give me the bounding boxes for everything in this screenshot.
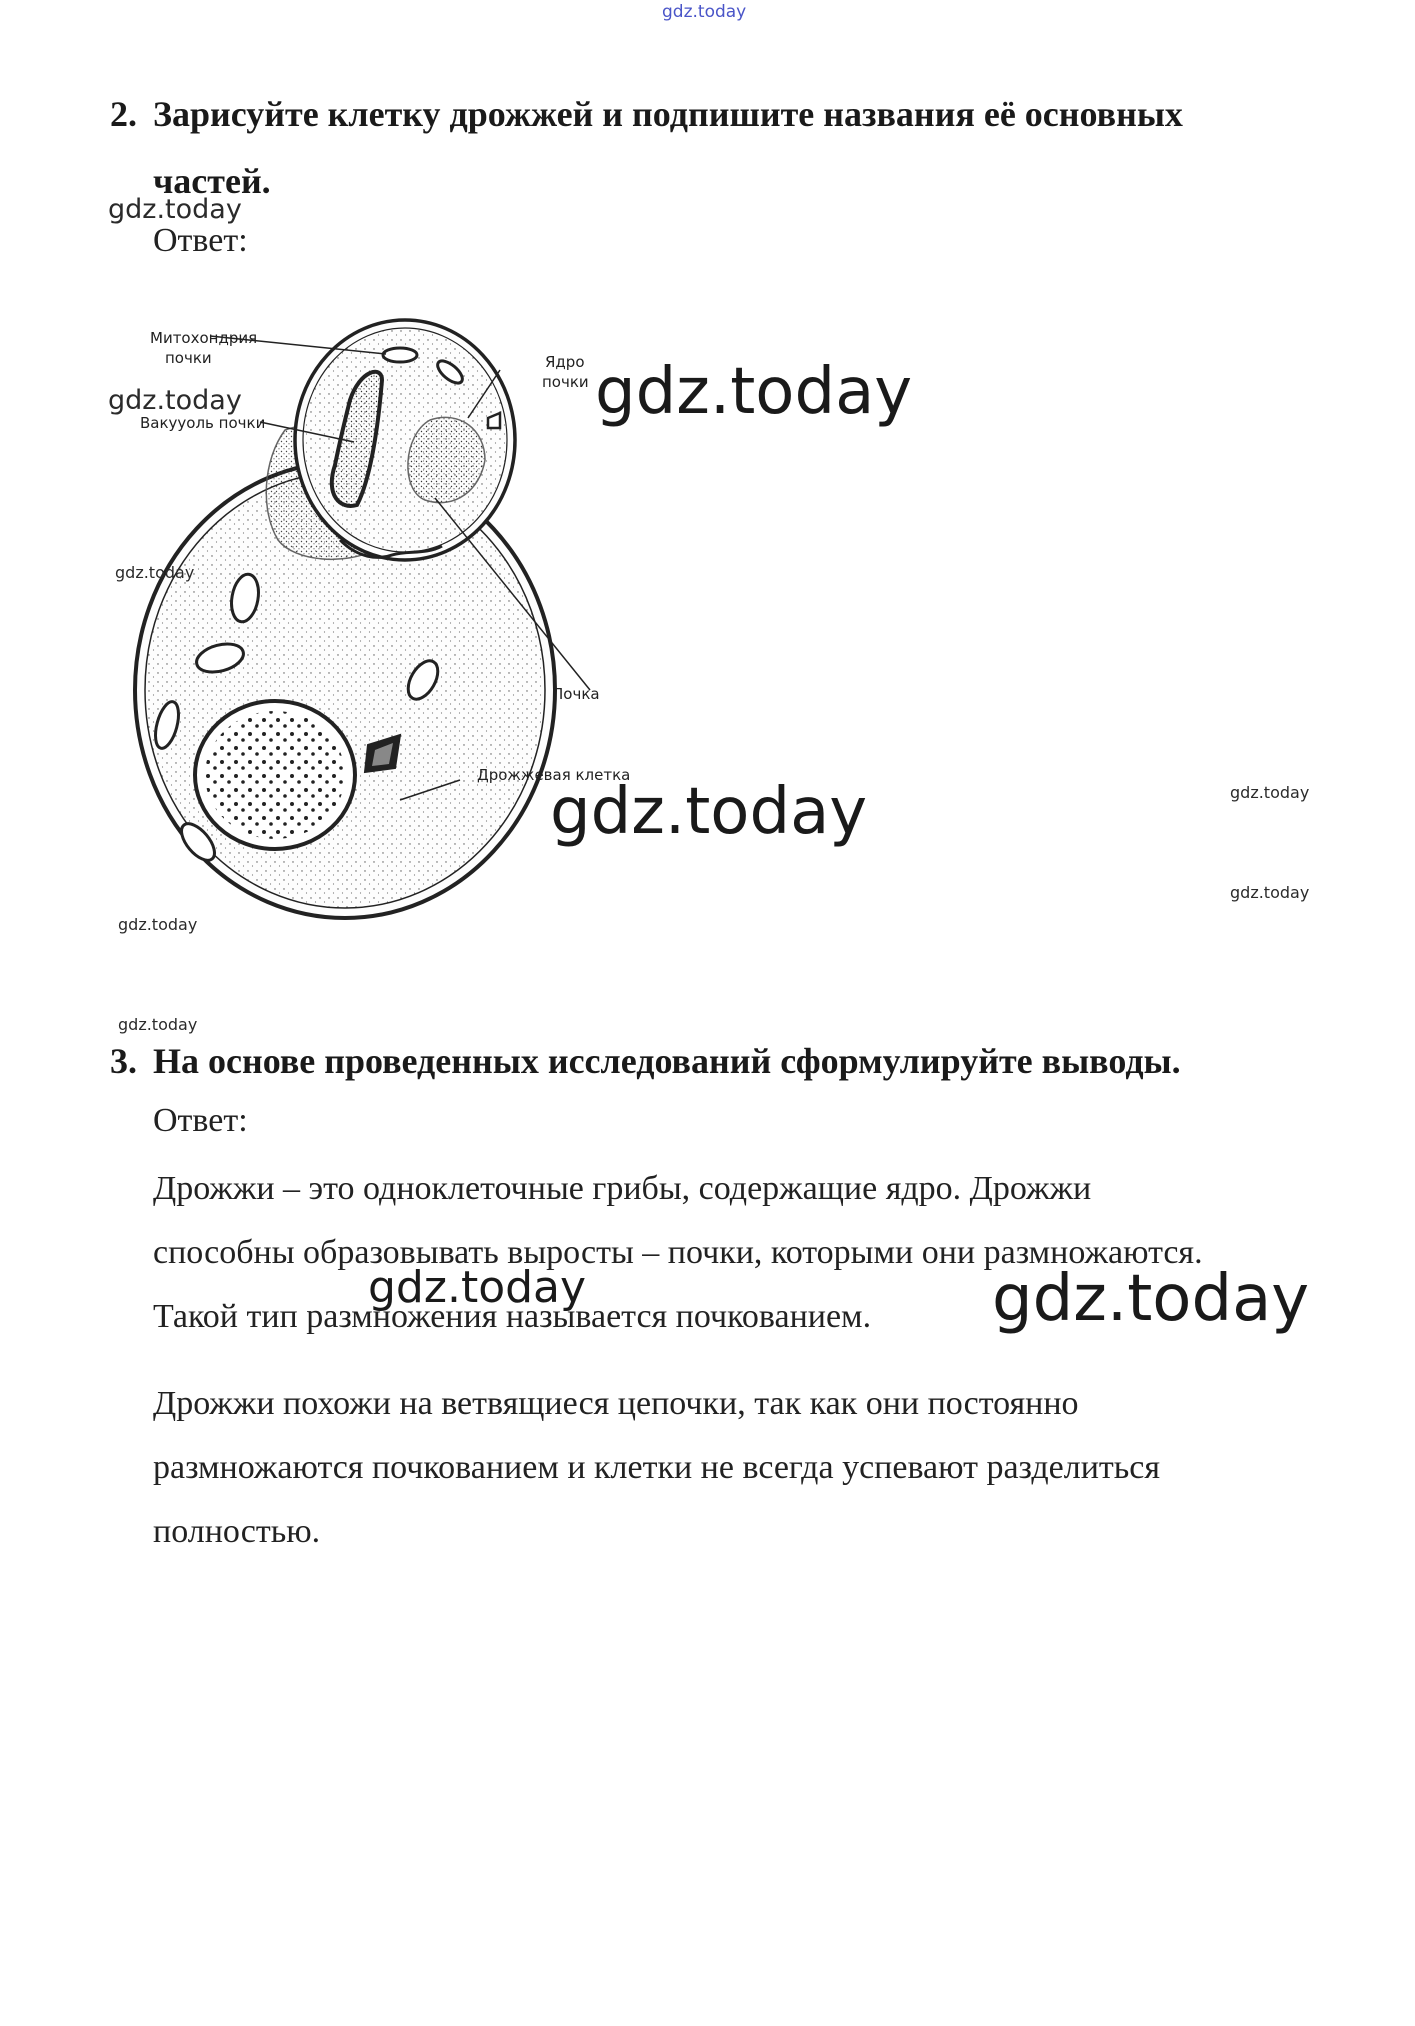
label-bud-mitochondria-1: Митохондрия: [150, 329, 258, 347]
watermark: gdz.today: [1230, 783, 1310, 802]
answer-label: Ответ:: [153, 1102, 248, 1139]
question-number: 3.: [110, 1041, 137, 1081]
label-bud-nucleus-2: почки: [542, 373, 589, 391]
watermark: gdz.today: [118, 915, 198, 934]
bud-cell: [295, 320, 515, 560]
text-line: полностью.: [153, 1513, 321, 1550]
watermark-large: gdz.today: [550, 775, 868, 849]
label-bud-vacuole: Вакууоль почки: [140, 414, 266, 432]
text-line: Дрожжи – это одноклеточные грибы, содержащие ядро. Дрожжи: [153, 1170, 1092, 1207]
text-line: размножаются почкованием и клетки не всегда успевают разделиться: [153, 1449, 1161, 1486]
watermark-medium: gdz.today: [368, 1262, 587, 1313]
question-text: На основе проведенных исследований сформулируйте выводы.: [153, 1041, 1181, 1081]
label-yeast-cell: Дрожжевая клетка: [477, 766, 631, 784]
label-bud-nucleus-1: Ядро: [545, 353, 585, 371]
watermark-large: gdz.today: [992, 1262, 1310, 1336]
watermark: gdz.today: [1230, 883, 1310, 902]
text-line: способны образовывать выросты – почки, которыми они размножаются.: [153, 1234, 1203, 1271]
watermark: gdz.today: [118, 1015, 198, 1034]
text-line: Такой тип размножения называется почкованием.: [153, 1298, 872, 1335]
label-bud: Почка: [552, 685, 600, 703]
watermark: gdz.today: [108, 194, 242, 225]
question-text-continued: частей.: [153, 161, 271, 201]
watermark: gdz.today: [115, 563, 195, 582]
answer-label: Ответ:: [153, 222, 248, 259]
question-number: 2.: [110, 94, 137, 134]
watermark-top: gdz.today: [662, 2, 747, 22]
answer-paragraph-2: [153, 1372, 1160, 1564]
watermark: gdz.today: [108, 385, 242, 416]
watermark-large: gdz.today: [595, 355, 913, 429]
text-line: Дрожжи похожи на ветвящиеся цепочки, так как они постоянно: [153, 1385, 1079, 1422]
question-text: Зарисуйте клетку дрожжей и подпишите названия её основных: [153, 94, 1183, 134]
label-bud-mitochondria-2: почки: [165, 349, 212, 367]
